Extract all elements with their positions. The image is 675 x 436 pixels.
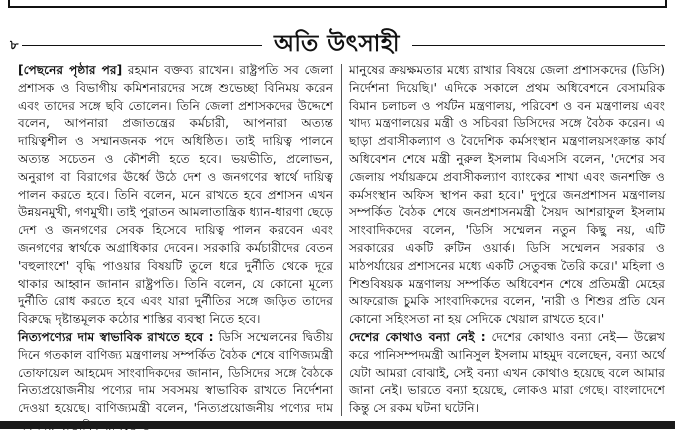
subhead-no-flood: দেশের কোথাও বন্যা নেই :: [349, 329, 486, 344]
bottom-border: [0, 421, 675, 429]
section-header: [0, 24, 675, 62]
section-title: অতি উৎসাহী: [274, 31, 400, 57]
left-paragraph-2-text: ডিসি সম্মেলনের দ্বিতীয় দিনে গতকাল বাণিজ্য মন্ত্রণালয় সম্পর্কিত বৈঠক শেষে বাণিজ্যমন্ত্রী তোফায়েল আহমেদ সাংবাদিকদের জানান, ডিসিদের সঙ্গে বৈঠকে নিত্যপ্রয়োজনীয় পণ্যের দাম সবসময় স্বাভাবিক রাখতে নির্দেশনা দেওয়া হয়েছে। বাণিজ্যমন্ত্রী বলেন, 'নিত্যপ্রয়োজনীয় পণ্যের দাম: [18, 329, 333, 416]
continuation-kicker: [পেছনের পৃষ্ঠার পর]: [18, 63, 123, 77]
left-paragraph-2: [18, 329, 333, 436]
header-rule-right: [412, 45, 665, 46]
right-column: [349, 62, 665, 418]
right-paragraph-2-text: দেশের কোথাও বন্যা নেই— উল্লেখ করে পানিসম্পদমন্ত্রী আনিসুল ইসলাম মাহমুদ বলেছেন, বন্যা অর্থে যেটা আমরা বোঝাই, সেই বন্যা এখন কোথাও হয়েছে বলে আমার জানা নেই। ভারতে বন্যা হয়েছে, লোকও মারা গেছে। বাংলাদেশে কিন্তু সে রকম ঘটনা ঘটেনি।: [349, 329, 666, 416]
subhead-commodity-prices: নিত্যপণ্যের দাম স্বাভাবিক রাখতে হবে :: [18, 329, 214, 344]
right-paragraph-1: মানুষের ক্রয়ক্ষমতার মধ্যে রাখার বিষয়ে জেলা প্রশাসকদের (ডিসি) নির্দেশনা দিয়েছি।' এদিকে সকালে প্রথম অধিবেশনে বেসামরিক বিমান চলাচল ও পর্যটন মন্ত্রণালয়, পরিবেশ ও বন মন্ত্রণালয় এবং খাদ্য মন্ত্রণালয়ের মন্ত্রী ও সচিবরা ডিসিদের সঙ্গে বৈঠক করেন। এ ছাড়া প্রবাসীকল্যাণ ও বৈদেশিক কর্মসংস্থান মন্ত্রণালয়সংক্রান্ত কার্য অধিবেশন শেষে মন্ত্রী নুরুল ইসলাম বিএসসি বলেন, 'দেশের সব জেলায় পর্যায়ক্রমে প্রবাসীকল্যাণ ব্যাংকের শাখা এবং জনশক্তি ও কর্মসংস্থান অফিস স্থাপন করা হবে।' দুপুরে জনপ্রশাসন মন্ত্রণালয় সম্পর্কিত বৈঠক শেষে জনপ্রশাসনমন্ত্রী সৈয়দ আশরাফুল ইসলাম সাংবাদিকদের বলেন, 'ডিসি সম্মেলন নতুন কিছু নয়, এটি সরকারের একটি রুটিন ওয়ার্ক। ডিসি সম্মেলন সরকার ও মাঠপর্যায়ের প্রশাসনের মধ্যে একটি সেতুবন্ধ তৈরি করে।' মহিলা ও শিশুবিষয়ক মন্ত্রণালয় সম্পর্কিত অধিবেশন শেষে প্রতিমন্ত্রী মেহের আফরোজ চুমকি সাংবাদিকদের বলেন, 'নারী ও শিশুর প্রতি যেন কোনো সহিংসতা না হয় সেদিকে খেয়াল রাখতে হবে।': [349, 63, 665, 327]
left-paragraph-1: [18, 62, 333, 329]
top-border: [8, 0, 667, 8]
left-paragraph-1-text: রহমান বক্তব্য রাখেন। রাষ্ট্রপতি সব জেলা প্রশাসক ও বিভাগীয় কমিশনারদের সঙ্গে শুভেচ্ছা বিনিময় করেন এবং তাদের সঙ্গে ছবি তোলেন। তিনি জেলা প্রশাসকদের উদ্দেশে বলেন, আপনারা প্রজাতন্ত্রের কর্মচারী, আপনারা অত্যন্ত দায়িত্বশীল ও সম্মানজনক পদে অধিষ্ঠিত। তাই দায়িত্ব পালনে অত্যন্ত সচেতন ও কৌশলী হতে হবে। ভয়ভীতি, প্রলোভন, অনুরাগ বা বিরাগের ঊর্ধ্বে উঠে দেশ ও জনগণের স্বার্থে দায়িত্ব পালন করতে হবে। তিনি বলেন, মনে রাখতে হবে প্রশাসন এখন উন্নয়নমুখী, গণমুখী। তাই পুরাতন আমলাতান্ত্রিক ধ্যান-ধারণা ছেড়ে দেশ ও জনগণের সেবক হিসেবে দায়িত্ব পালন করবেন এবং জনগণের স্বার্থকে অগ্রাধিকার দেবেন। সরকারি কর্মচারীদের বেতন 'বহুলাংশে' বৃদ্ধি পাওয়ার বিষয়টি তুলে ধরে দুর্নীতি থেকে দূরে থাকার আহ্বান জানান রাষ্ট্রপতি। তিনি বলেন, যে কোনো মূল্যে দুর্নীতি রোধ করতে হবে এবং যারা দুর্নীতির সঙ্গে জড়িত তাদের বিরুদ্ধে দৃষ্টান্তমূলক কঠোর শাস্তির ব্যবস্থা নিতে হবে।: [18, 63, 333, 327]
header-rule-left: [22, 45, 262, 46]
right-paragraph-2: [349, 329, 665, 418]
page-number: ৮: [10, 38, 19, 53]
column-divider: [341, 64, 342, 416]
left-column: [18, 62, 333, 418]
